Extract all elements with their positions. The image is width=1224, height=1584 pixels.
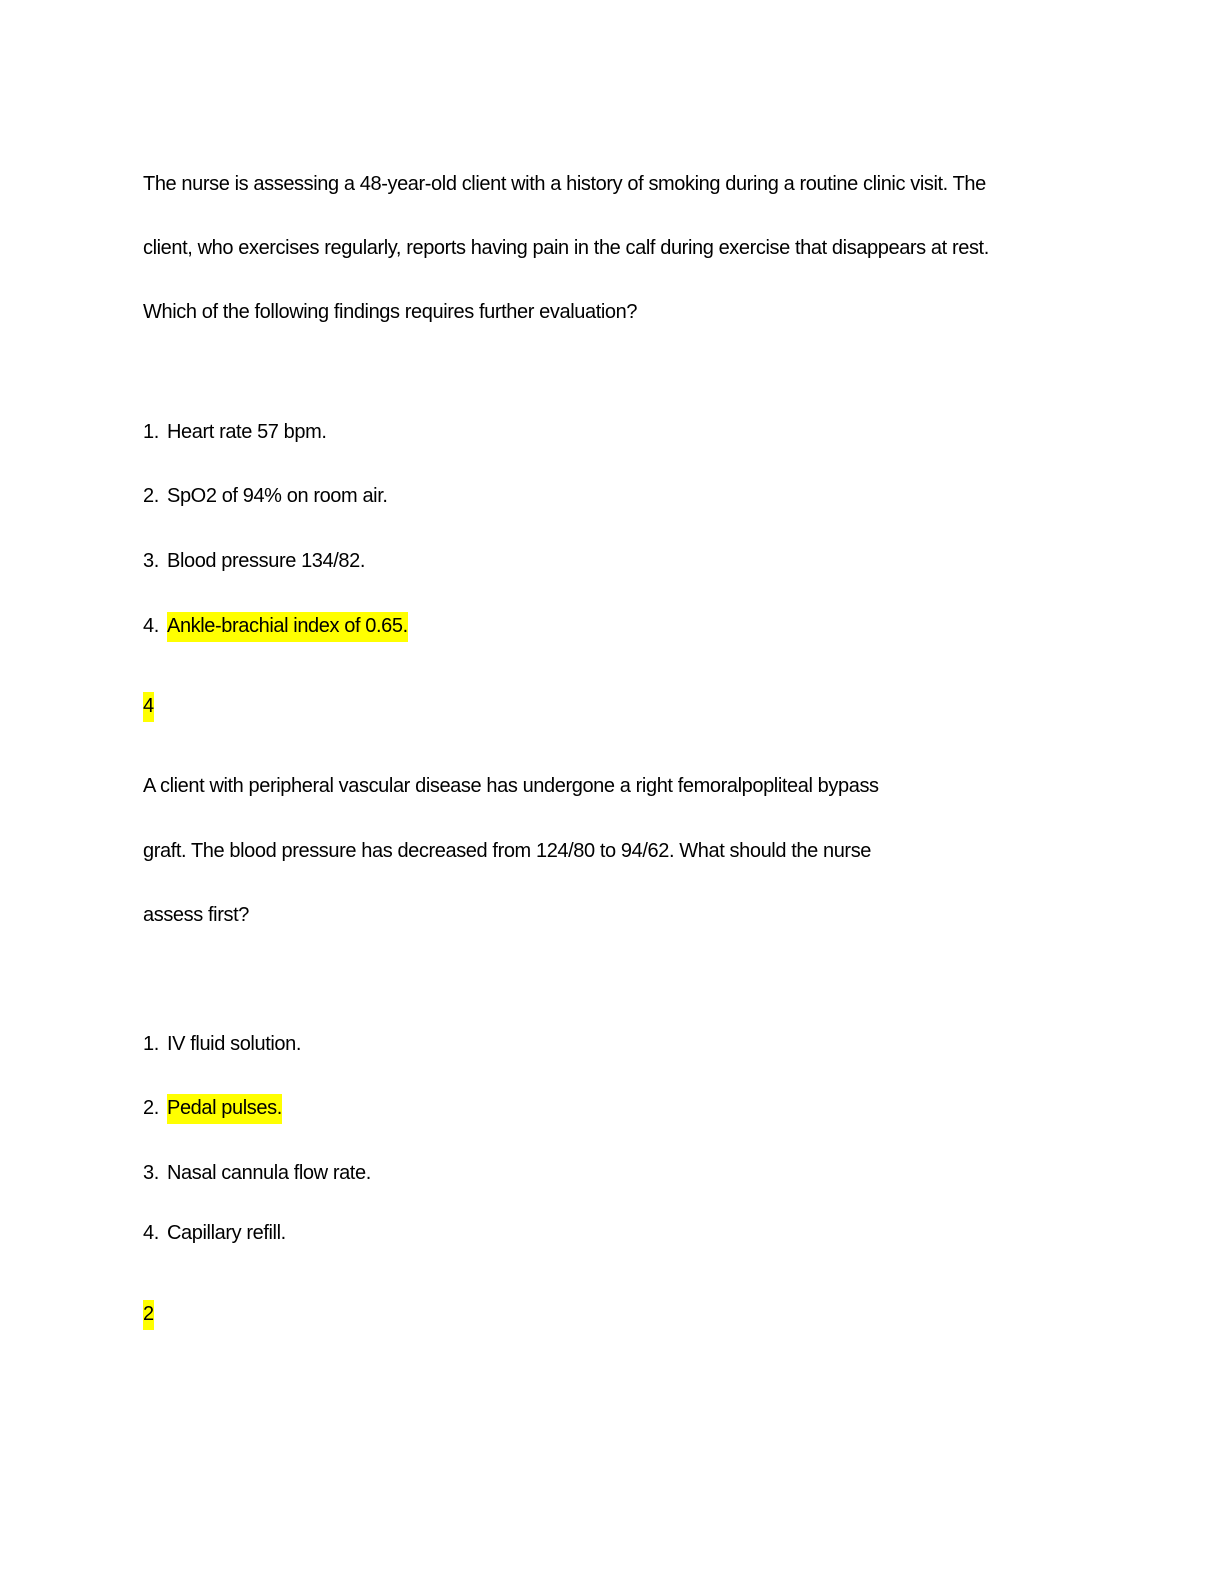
option-number: 3. [143,1162,159,1184]
question-1-stem-line-1: The nurse is assessing a 48-year-old client with a history of smoking during a routine clinic visit. The [143,173,986,195]
highlighted-option-text: Ankle-brachial index of 0.65. [167,612,408,642]
option-number: 1. [143,1033,159,1055]
question-1-option-3 [143,549,365,573]
option-number: 2. [143,485,159,507]
answer-key: 4 [143,692,154,722]
option-text: IV fluid solution. [167,1033,301,1055]
highlighted-option-text: Pedal pulses. [167,1094,282,1124]
question-1-option-2 [143,484,388,508]
option-text: Heart rate 57 bpm. [167,421,327,443]
question-2-option-2 [143,1096,282,1120]
question-2-answer [143,1302,154,1326]
option-text: Blood pressure 134/82. [167,550,366,572]
question-2-option-3 [143,1161,371,1185]
question-2-option-1 [143,1032,301,1056]
option-number: 3. [143,550,159,572]
option-text: SpO2 of 94% on room air. [167,485,388,507]
answer-key: 2 [143,1300,154,1330]
question-1-option-1 [143,420,327,444]
question-2-option-4 [143,1221,286,1245]
option-number: 2. [143,1097,159,1119]
question-1-stem-line-3: Which of the following findings requires further evaluation? [143,301,638,323]
question-1-option-4 [143,614,408,638]
option-number: 1. [143,421,159,443]
option-text: Capillary refill. [167,1222,286,1244]
option-number: 4. [143,1222,159,1244]
question-1-stem-line-2: client, who exercises regularly, reports having pain in the calf during exercise that disappears at rest. [143,237,989,259]
question-2-stem-line-2: graft. The blood pressure has decreased from 124/80 to 94/62. What should the nurse [143,840,872,862]
question-2-stem-line-3: assess first? [143,904,249,926]
question-1-answer [143,694,154,718]
option-text: Nasal cannula flow rate. [167,1162,371,1184]
option-number: 4. [143,615,159,637]
question-2-stem-line-1: A client with peripheral vascular disease has undergone a right femoralpopliteal bypass [143,775,879,797]
